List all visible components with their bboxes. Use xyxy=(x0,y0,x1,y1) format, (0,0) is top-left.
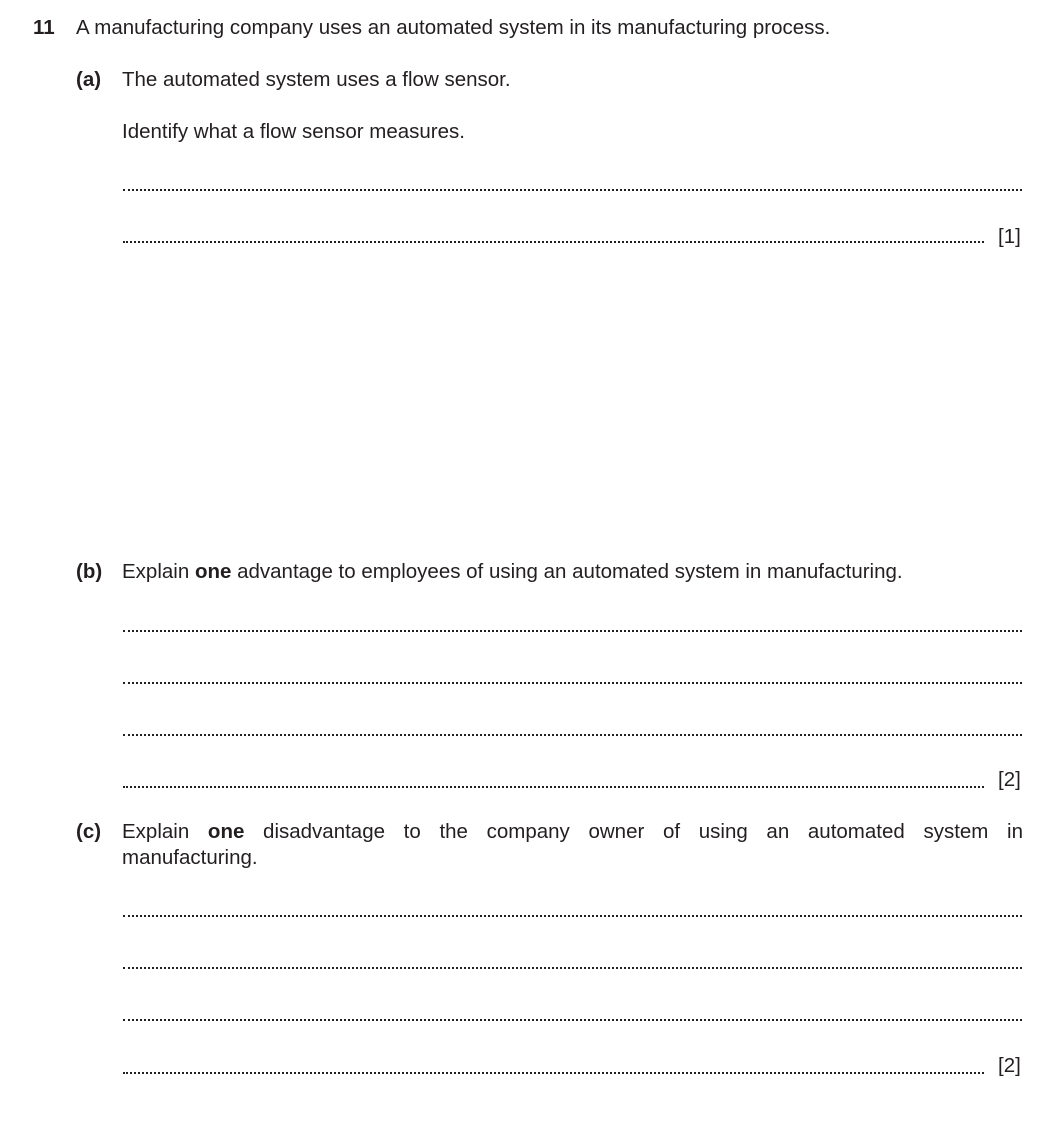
part-a-marks: [1] xyxy=(998,225,1021,248)
answer-line-c1[interactable] xyxy=(123,915,1022,917)
question-stem: A manufacturing company uses an automated system in its manufacturing process. xyxy=(76,16,831,39)
answer-line-a1[interactable] xyxy=(123,189,1022,191)
answer-line-c4[interactable] xyxy=(123,1072,984,1074)
part-b-label: (b) xyxy=(76,560,103,583)
answer-line-b4[interactable] xyxy=(123,786,984,788)
part-c-label: (c) xyxy=(76,820,102,843)
answer-line-b1[interactable] xyxy=(123,630,1022,632)
question-number: 11 xyxy=(33,16,55,39)
answer-line-b2[interactable] xyxy=(123,682,1022,684)
part-b-emphasis: one xyxy=(194,560,232,583)
part-c-question-line2: manufacturing. xyxy=(122,846,258,869)
part-c-question: Explain one disadvantage to the company owner of using an automated system in xyxy=(122,820,1023,843)
part-a-intro: The automated system uses a flow sensor. xyxy=(122,68,511,91)
part-c-marks: [2] xyxy=(998,1054,1021,1077)
answer-line-a2[interactable] xyxy=(123,241,984,243)
part-a-prompt: Identify what a flow sensor measures. xyxy=(122,120,465,143)
answer-line-c2[interactable] xyxy=(123,967,1022,969)
answer-line-b3[interactable] xyxy=(123,734,1022,736)
part-b-marks: [2] xyxy=(998,768,1021,791)
answer-line-c3[interactable] xyxy=(123,1019,1022,1021)
part-a-label: (a) xyxy=(76,68,102,91)
part-c-emphasis: one xyxy=(207,820,245,843)
part-b-question: Explain one advantage to employees of using an automated system in manufacturing. xyxy=(122,560,903,583)
